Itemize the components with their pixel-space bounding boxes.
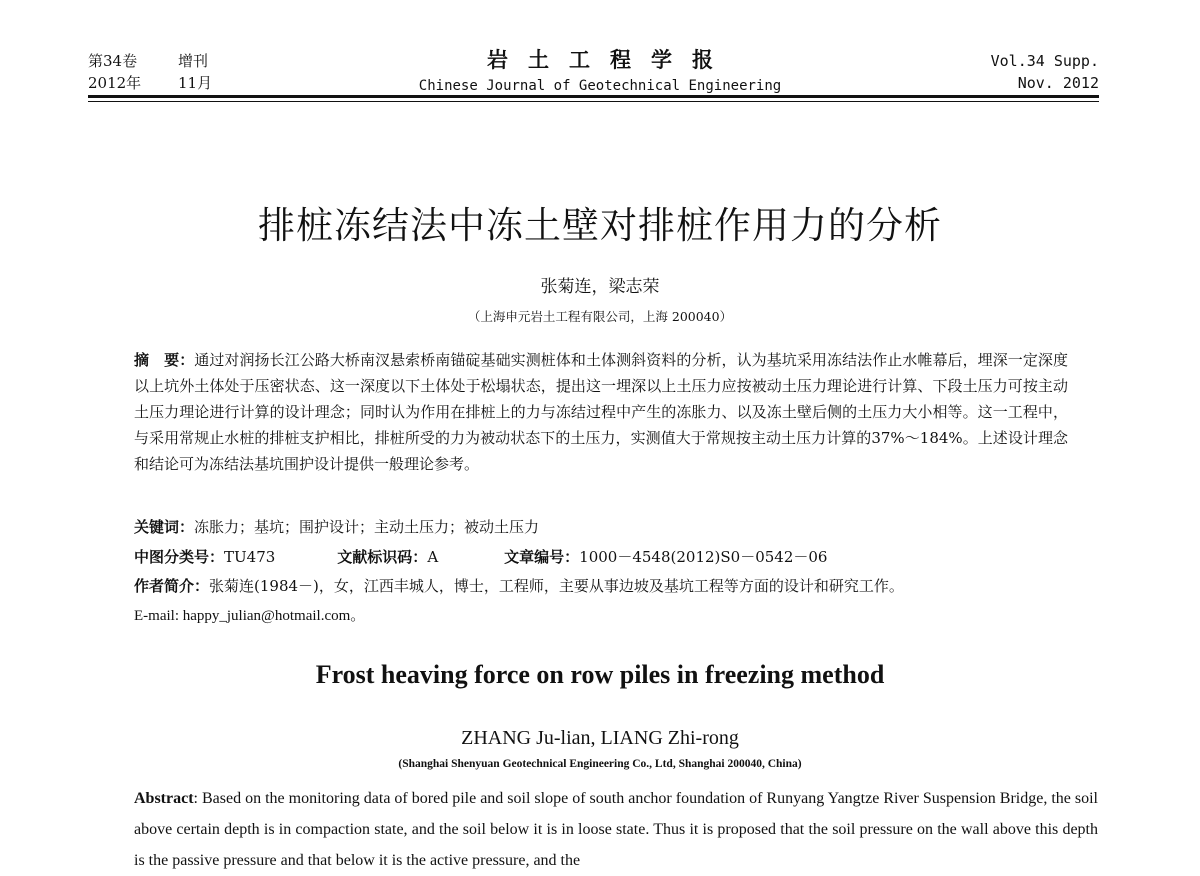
- doc-code-value: A: [427, 548, 439, 566]
- author-bio-cn: [134, 574, 1094, 598]
- paper-title-en: Frost heaving force on row piles in freezing method: [315, 660, 885, 689]
- paper-title-cn: 排桩冻结法中冻土壁对排桩作用力的分析: [258, 204, 942, 247]
- keywords-label: 关键词：: [134, 518, 195, 536]
- clc-label: 中图分类号：: [134, 548, 225, 566]
- abstract-cn: [134, 347, 1068, 477]
- article-no-value: 1000－4548(2012)S0－0542－06: [579, 548, 828, 566]
- supplement-label: 增刊: [178, 52, 209, 70]
- bio-label: 作者简介：: [134, 577, 210, 595]
- month-label: 11月: [178, 74, 213, 92]
- doc-code-label: 文献标识码：: [337, 548, 428, 566]
- journal-volume-info-en: [991, 50, 1099, 94]
- year-label: 2012年: [88, 74, 142, 92]
- authors-en: ZHANG Ju-lian, LIANG Zhi-rong: [461, 727, 739, 749]
- journal-title-cn: 岩土工程学报: [487, 47, 733, 72]
- classification-line: [134, 545, 1094, 569]
- date-en: Nov. 2012: [1017, 74, 1099, 92]
- author-email: E-mail: happy_julian@hotmail.com。: [134, 608, 366, 624]
- affiliation-cn: （上海申元岩土工程有限公司，上海 200040）: [467, 309, 733, 324]
- keywords-cn: [134, 515, 1094, 539]
- journal-title-block: [300, 44, 900, 94]
- journal-issue-info: [88, 50, 212, 94]
- abstract-en: [134, 783, 1098, 876]
- abstract-text-en: : Based on the monitoring data of bored pile and soil slope of south anchor foundation of Runyang Yangtze River Suspension Bridge, the soil above certain depth is in compaction state, and the soil below it is in loose state. Thus it is proposed that the soil pressure on the wall above this depth is the passive pressure and that below it is the active pressure, and the: [134, 790, 1098, 869]
- article-no-label: 文章编号：: [504, 548, 580, 566]
- authors-cn: 张菊连，梁志荣: [540, 277, 660, 297]
- affiliation-en: (Shanghai Shenyuan Geotechnical Engineering Co., Ltd, Shanghai 200040, China): [398, 758, 802, 770]
- header-rule-thin: [88, 101, 1099, 102]
- volume-en: Vol.34 Supp.: [990, 52, 1099, 70]
- abstract-label-cn: 摘 要：: [134, 351, 195, 369]
- keywords-text: 冻胀力；基坑；围护设计；主动土压力；被动土压力: [194, 518, 540, 536]
- volume-label: 第34卷: [88, 52, 138, 70]
- abstract-label-en: Abstract: [134, 790, 194, 807]
- journal-title-en: Chinese Journal of Geotechnical Engineering: [418, 78, 782, 94]
- bio-text: 张菊连(1984－)，女，江西丰城人，博士，工程师，主要从事边坡及基坑工程等方面的设计和研究工作。: [209, 577, 904, 595]
- clc-value: TU473: [224, 548, 276, 566]
- abstract-text-cn: 通过对润扬长江公路大桥南汊悬索桥南锚碇基础实测桩体和土体测斜资料的分析，认为基坑采用冻结法作止水帷幕后，埋深一定深度以上坑外土体处于压密状态、这一深度以下土体处于松塌状态，提出这一埋深以上土压力应按被动土压力理论进行计算、下段土压力可按主动土压力理论进行计算的设计理念；同时认为作用在排桩上的力与冻结过程中产生的冻胀力、以及冻土壁后侧的土压力大小相等。这一工程中，与采用常规止水桩的排桩支护相比，排桩所受的力为被动状态下的土压力，实测值大于常规按主动土压力计算的37%～184%。上述设计理念和结论可为冻结法基坑围护设计提供一般理论参考。: [134, 351, 1068, 473]
- header-rule-thick: [88, 95, 1099, 98]
